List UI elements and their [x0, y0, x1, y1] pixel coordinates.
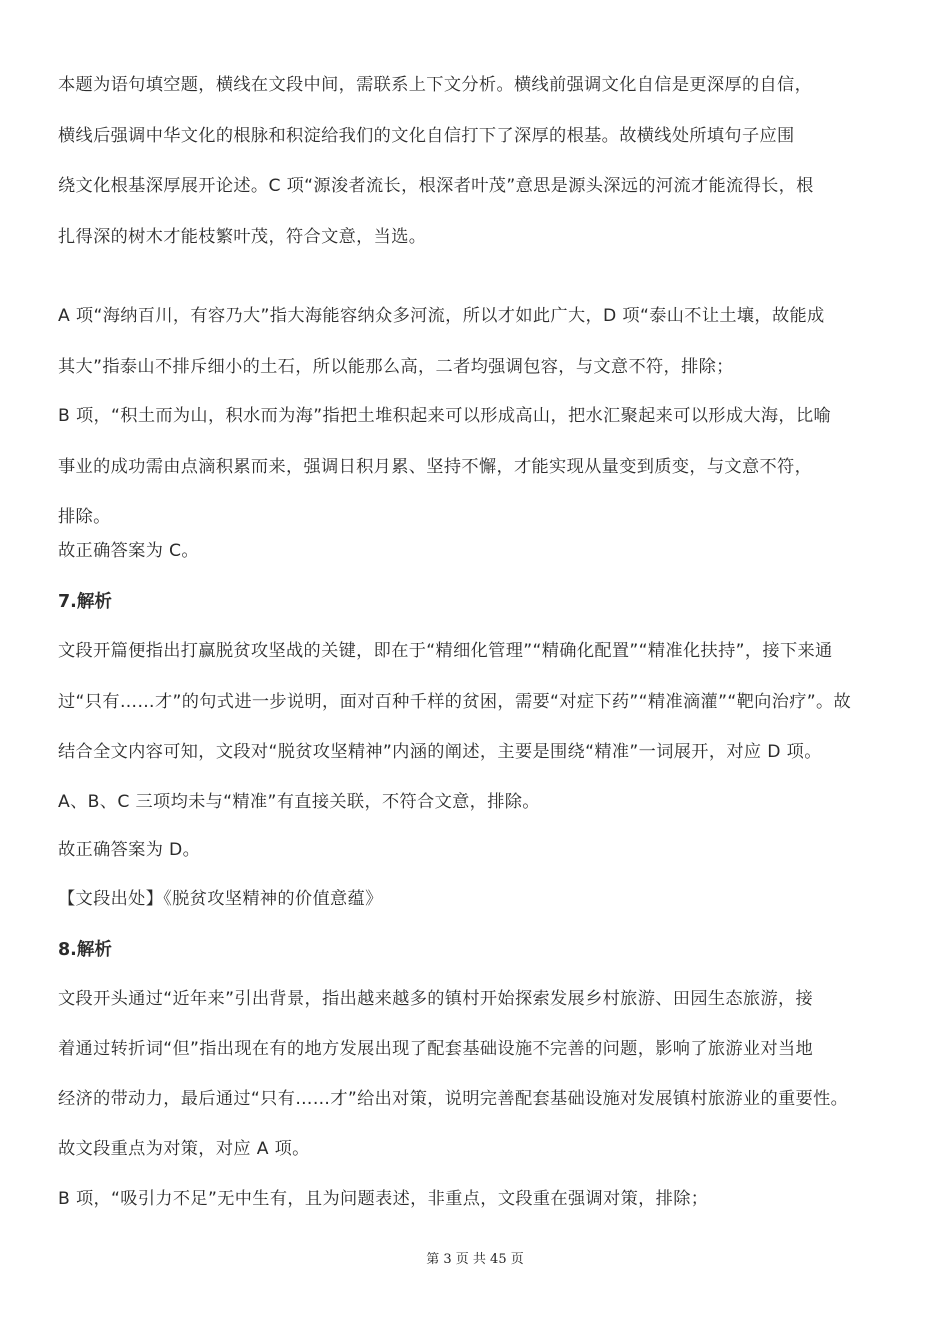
paragraph-line: 结合全文内容可知，文段对“脱贫攻坚精神”内涵的阐述，主要是围绕“精准”一词展开，对应 D 项。	[58, 742, 822, 762]
paragraph-line: 排除。	[58, 507, 111, 527]
paragraph-line: 横线后强调中华文化的根脉和积淀给我们的文化自信打下了深厚的根基。故横线处所填句子应围	[58, 126, 795, 146]
paragraph-line: A、B、C 三项均未与“精准”有直接关联，不符合文意，排除。	[58, 792, 540, 812]
paragraph-line: B 项，“吸引力不足”无中生有，且为问题表述，非重点，文段重在强调对策，排除；	[58, 1189, 709, 1209]
paragraph-line: 其大”指泰山不排斥细小的土石，所以能那么高，二者均强调包容，与文意不符，排除；	[58, 357, 734, 377]
paragraph-line: 文段开篇便指出打赢脱贫攻坚战的关键，即在于“精细化管理”“精确化配置”“精准化扶持”，接下来通	[58, 641, 833, 661]
paragraph-line: 着通过转折词“但”指出现在有的地方发展出现了配套基础设施不完善的问题，影响了旅游业对当地	[58, 1039, 814, 1059]
paragraph-line: 文段开头通过“近年来”引出背景，指出越来越多的镇村开始探索发展乡村旅游、田园生态旅游，接	[58, 989, 814, 1009]
paragraph-line: 故文段重点为对策，对应 A 项。	[58, 1139, 310, 1159]
paragraph-line: 经济的带动力，最后通过“只有……才”给出对策，说明完善配套基础设施对发展镇村旅游业的重要性。	[58, 1089, 849, 1109]
paragraph-line: 本题为语句填空题，横线在文段中间，需联系上下文分析。横线前强调文化自信是更深厚的自信，	[58, 75, 813, 95]
answer-line: 故正确答案为 D。	[58, 840, 201, 860]
paragraph-line: 绕文化根基深厚展开论述。C 项“源浚者流长，根深者叶茂”意思是源头深远的河流才能流得长，根	[58, 176, 814, 196]
source-citation: 【文段出处】《脱贫攻坚精神的价值意蕴》	[58, 889, 383, 909]
paragraph-line: 事业的成功需由点滴积累而来，强调日积月累、坚持不懈，才能实现从量变到质变，与文意不符，	[58, 457, 813, 477]
paragraph-line: 扎得深的树木才能枝繁叶茂，符合文意，当选。	[58, 227, 427, 247]
paragraph-line: 过“只有……才”的句式进一步说明，面对百种千样的贫困，需要“对症下药”“精准滴灌”“靶向治疗”。故	[58, 692, 852, 712]
paragraph-line: A 项“海纳百川，有容乃大”指大海能容纳众多河流，所以才如此广大，D 项“泰山不让土壤，故能成	[58, 306, 825, 326]
question-heading-8: 8.解析	[58, 940, 112, 960]
answer-line: 故正确答案为 C。	[58, 541, 199, 561]
question-heading-7: 7.解析	[58, 592, 112, 612]
paragraph-line: B 项，“积土而为山，积水而为海”指把土堆积起来可以形成高山，把水汇聚起来可以形成大海，比喻	[58, 406, 832, 426]
page-footer: 第 3 页 共 45 页	[426, 1252, 524, 1267]
